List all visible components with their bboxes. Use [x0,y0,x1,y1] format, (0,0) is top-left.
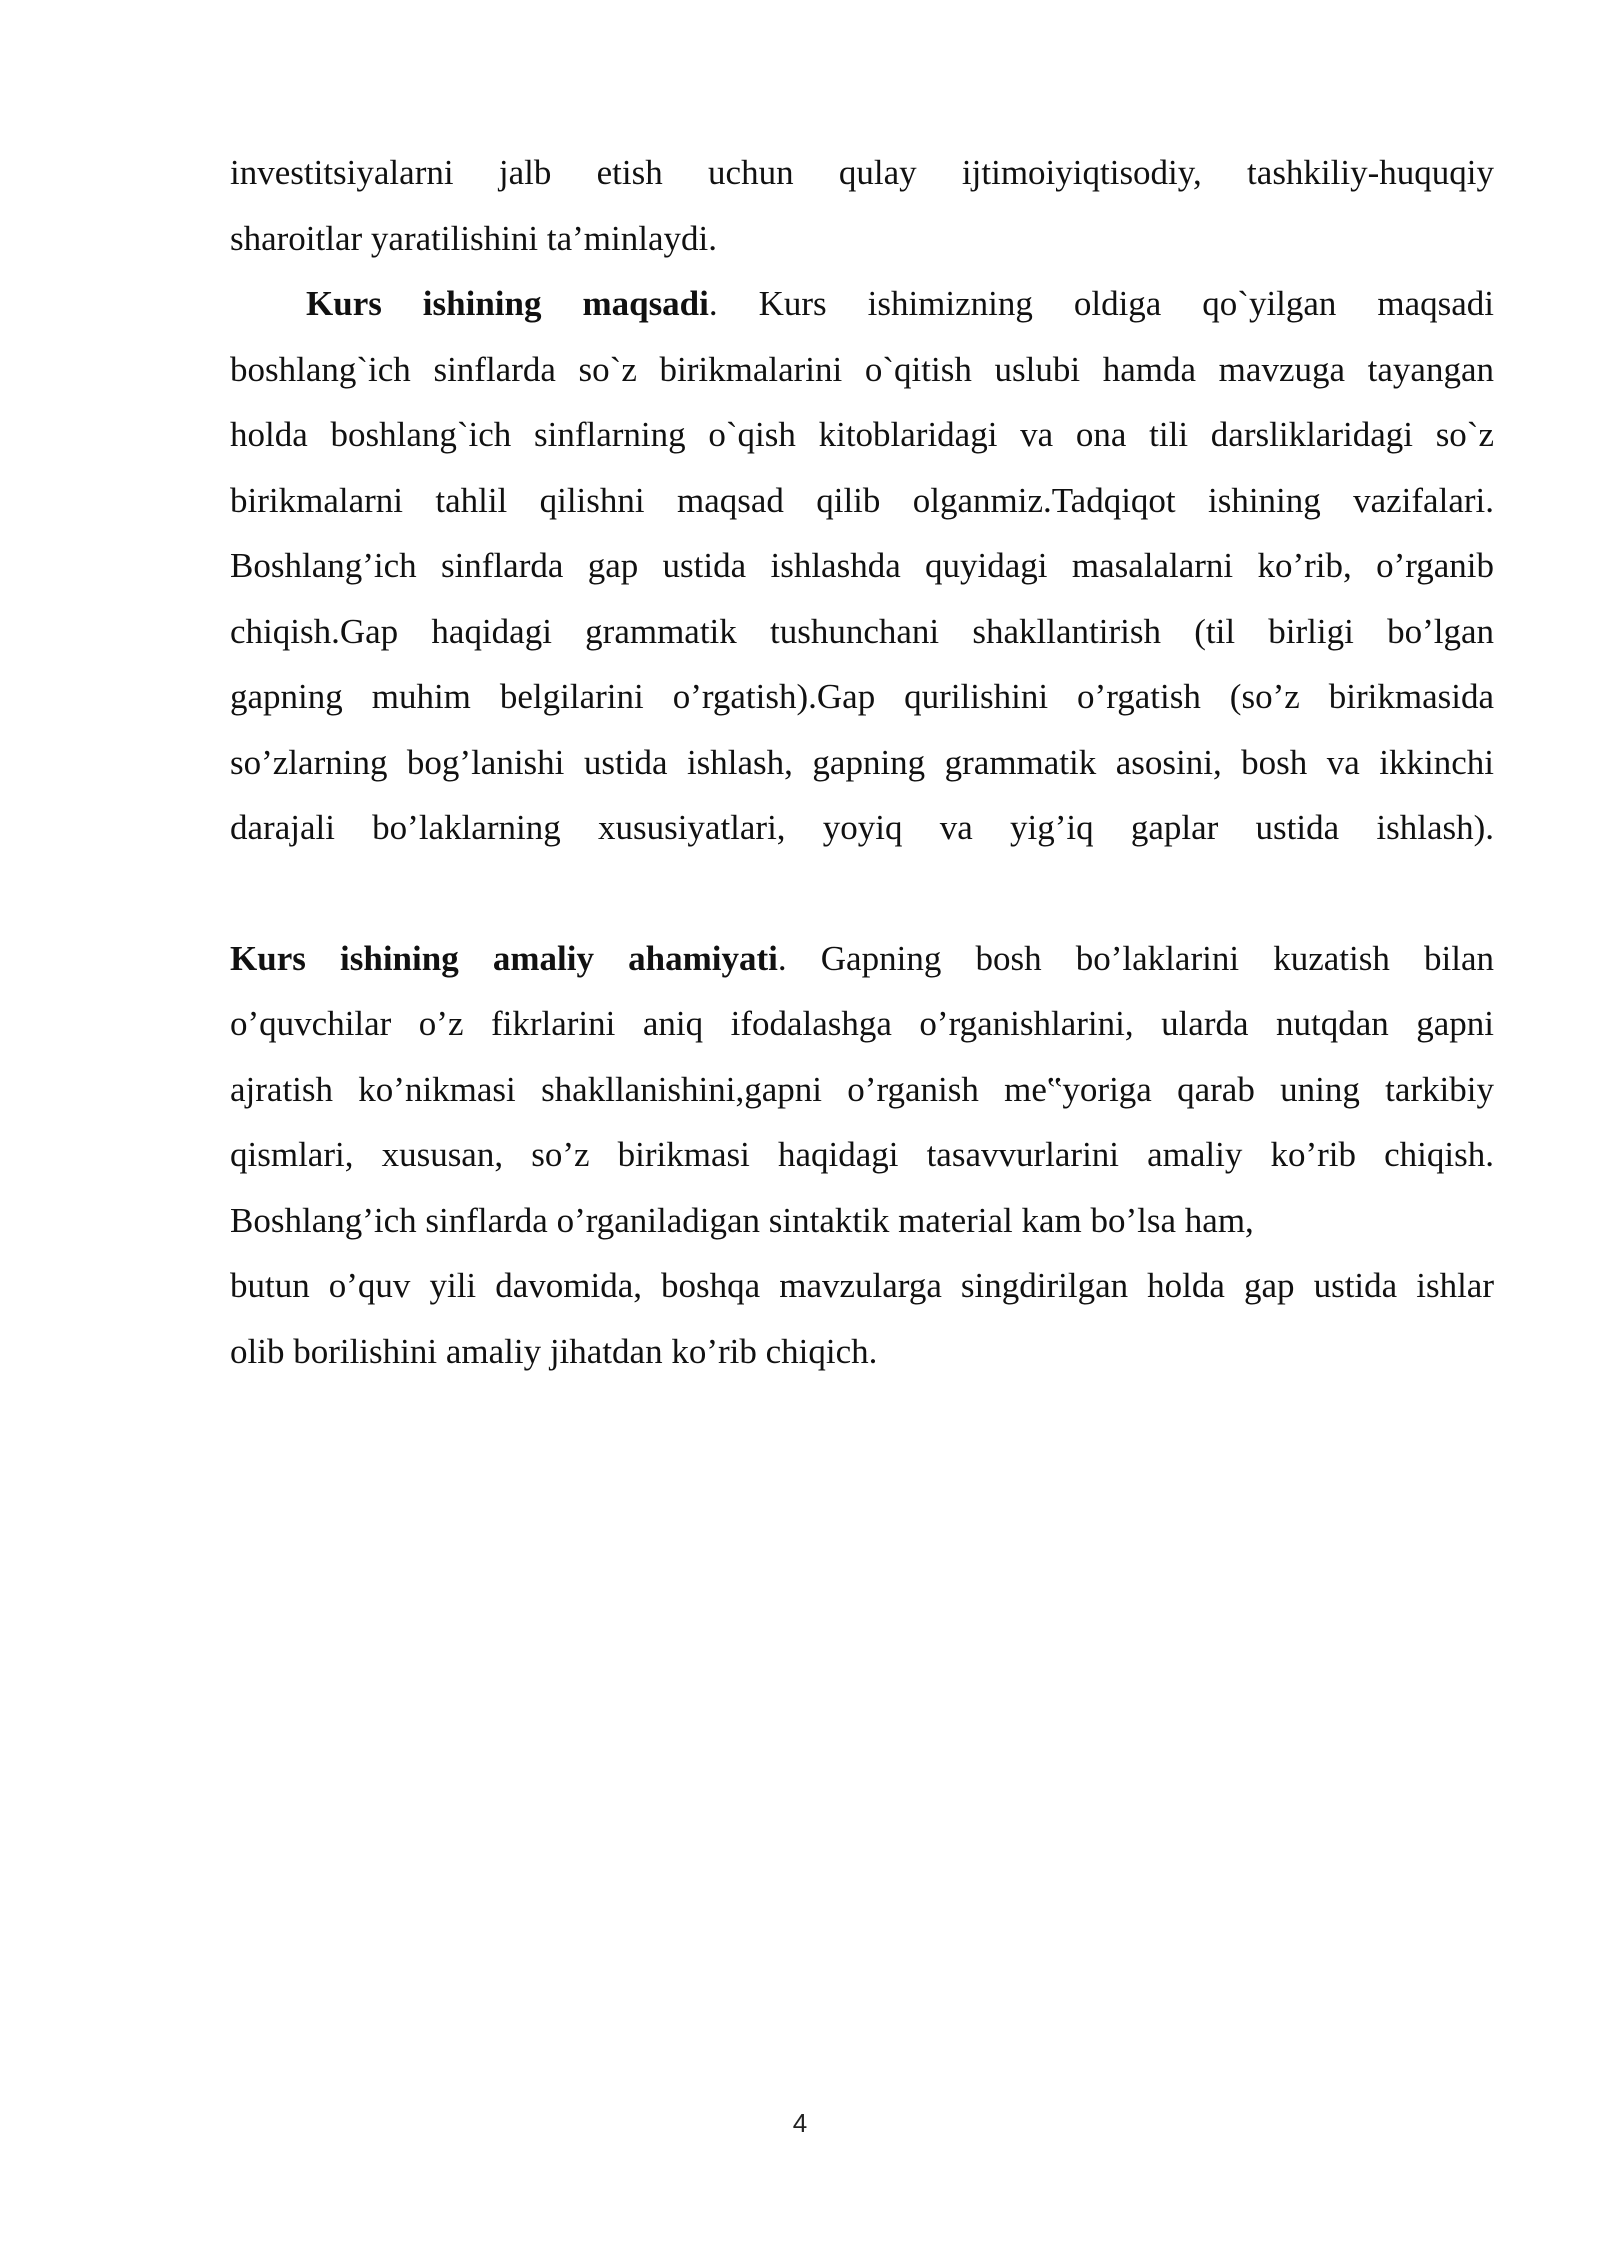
maqsad-heading: Kurs ishining maqsadi [306,284,709,323]
ahamiyat-heading: Kurs ishining amaliy ahamiyati [230,938,778,978]
ahamiyat-line-2: o’quvchilar o’z fikrlarini aniq ifodalashga o’rganishlarini, ularda nutqdan gapni [230,1004,1494,1043]
maqsad-line-8: so’zlarning bog’lanishi ustida ishlash, gapning grammatik asosini, bosh va ikkinchi [230,742,1494,782]
maqsad-line-7: gapning muhim belgilarini o’rgatish).Gap qurilishini o’rgatish (so’z birikmasida [230,677,1494,716]
final-line-2: olib borilishini amaliy jihatdan ko’rib chiqich. [230,1331,878,1371]
maqsad-line-1 [230,271,1494,337]
ahamiyat-line-1 [230,926,1494,992]
ahamiyat-line-1-text: Gapning bosh bo’laklarini kuzatish bilan [820,938,1494,978]
maqsad-line-5: Boshlang’ich sinflarda gap ustida ishlashda quyidagi masalalarni ko’rib, o’rganib [230,546,1494,585]
maqsad-line-2: boshlang`ich sinflarda so`z birikmalarini o`qitish uslubi hamda mavzuga tayangan [230,349,1494,389]
maqsad-line-9: darajali bo’laklarning xususiyatlari, yoyiq va yig’iq gaplar ustida ishlash). [230,808,1494,847]
maqsad-line-1-text: Kurs ishimizning oldiga qo`yilgan maqsadi [758,284,1495,323]
intro-line-2: sharoitlar yaratilishini ta’minlaydi. [230,218,717,258]
maqsad-line-3: holda boshlang`ich sinflarning o`qish kitoblaridagi va ona tili darsliklaridagi so`z [230,415,1494,454]
document-body [230,140,1494,1384]
ahamiyat-line-5: Boshlang’ich sinflarda o’rganiladigan sintaktik material kam bo’lsa ham, [230,1200,1254,1240]
ahamiyat-line-3: ajratish ko’nikmasi shakllanishini,gapni o’rganish me‟yoriga qarab uning tarkibiy [230,1069,1494,1109]
maqsad-line-4: birikmalarni tahlil qilishni maqsad qilib olganmiz.Tadqiqot ishining vazifalari. [230,480,1494,520]
maqsad-line-6: chiqish.Gap haqidagi grammatik tushunchani shakllantirish (til birligi bo’lgan [230,611,1494,651]
page-number: 4 [792,2108,808,2138]
ahamiyat-line-4: qismlari, xususan, so’z birikmasi haqidagi tasavvurlarini amaliy ko’rib chiqish. [230,1135,1494,1174]
final-line-1: butun o’quv yili davomida, boshqa mavzularga singdirilgan holda gap ustida ishlar [230,1266,1494,1305]
maqsad-heading-suffix: . [708,284,759,323]
intro-line-1: investitsiyalarni jalb etish uchun qulay ijtimoiyiqtisodiy, tashkiliy-huquqiy [230,153,1494,192]
ahamiyat-heading-suffix: . [777,938,821,978]
